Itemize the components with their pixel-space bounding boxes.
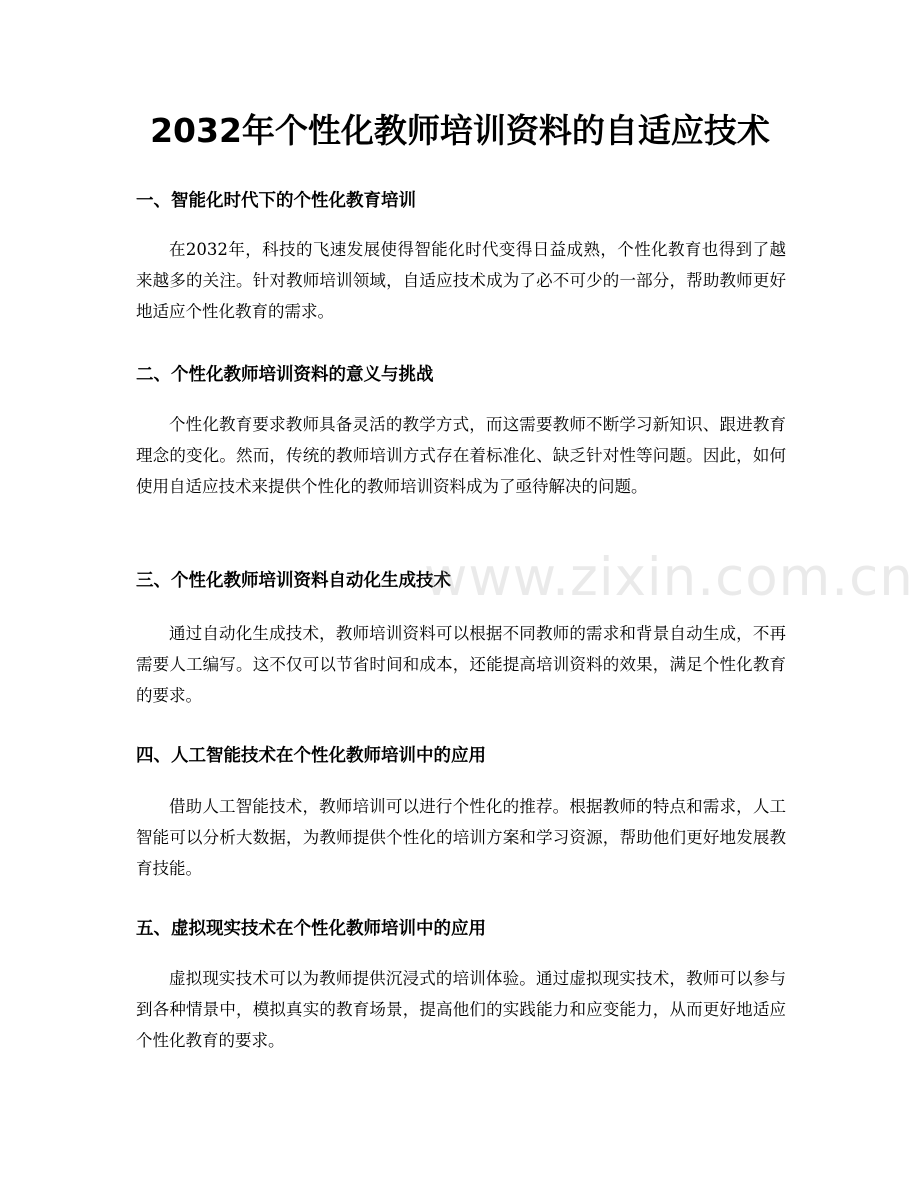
section-paragraph-3: 通过自动化生成技术，教师培训资料可以根据不同教师的需求和背景自动生成，不再需要人工编写。这不仅可以节省时间和成本，还能提高培训资料的效果，满足个性化教育的要求。 — [136, 624, 786, 705]
section-paragraph-2: 个性化教育要求教师具备灵活的教学方式，而这需要教师不断学习新知识、跟进教育理念的变化。然而，传统的教师培训方式存在着标准化、缺乏针对性等问题。因此，如何使用自适应技术来提供个性化的教师培训资料成为了亟待解决的问题。 — [136, 415, 786, 496]
section-heading-3: 三、个性化教师培训资料自动化生成技术 — [136, 571, 451, 591]
section-paragraph-1: 在2032年，科技的飞速发展使得智能化时代变得日益成熟，个性化教育也得到了越来越多的关注。针对教师培训领域，自适应技术成为了必不可少的一部分，帮助教师更好地适应个性化教育的需求。 — [136, 240, 786, 321]
watermark: www.zixin.com.cn — [424, 547, 914, 608]
document-title: 2032年个性化教师培训资料的自适应技术 — [150, 111, 770, 150]
section-paragraph-5: 虚拟现实技术可以为教师提供沉浸式的培训体验。通过虚拟现实技术，教师可以参与到各种情景中，模拟真实的教育场景，提高他们的实践能力和应变能力，从而更好地适应个性化教育的要求。 — [136, 969, 786, 1050]
section-paragraph-4: 借助人工智能技术，教师培训可以进行个性化的推荐。根据教师的特点和需求，人工智能可以分析大数据，为教师提供个性化的培训方案和学习资源，帮助他们更好地发展教育技能。 — [136, 797, 786, 878]
section-heading-5: 五、虚拟现实技术在个性化教师培训中的应用 — [136, 919, 486, 939]
section-heading-2: 二、个性化教师培训资料的意义与挑战 — [136, 365, 434, 385]
section-heading-1: 一、智能化时代下的个性化教育培训 — [136, 191, 416, 211]
section-heading-4: 四、人工智能技术在个性化教师培训中的应用 — [136, 746, 486, 766]
